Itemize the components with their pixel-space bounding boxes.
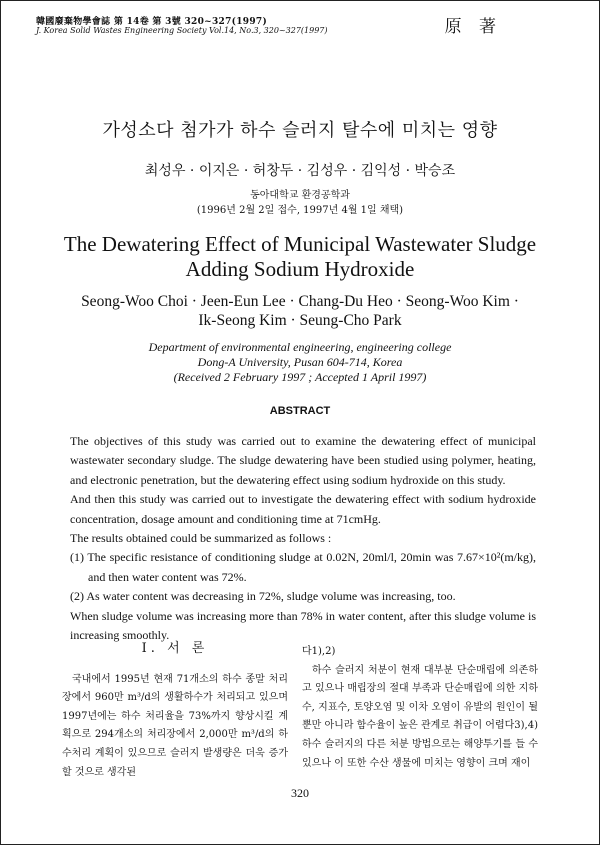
abstract-result-2: (2) As water content was decreasing in 72%, sludge volume was increasing, too.	[70, 589, 456, 604]
page-number: 320	[291, 786, 309, 800]
english-affiliation-line1: Department of environmental engineering, engineering college	[148, 340, 452, 354]
english-affiliation-line3: (Received 2 February 1997 ; Accepted 1 April 1997)	[173, 370, 427, 384]
abstract-paragraph: The objectives of this study was carried out to examine the dewatering effect of municipal wastewater secondary sludge. The sludge dewatering have been studied using polymer, heating, and electronic penetration, but the dewatering effect using sodium hydroxide on this study.	[70, 434, 536, 487]
korean-dates: (1996년 2월 2일 접수, 1997년 4월 1일 채택)	[196, 205, 404, 216]
korean-authors: 최성우 · 이지은 · 허창두 · 김성우 · 김익성 · 박승조	[144, 163, 456, 179]
body-continuation: 다1),2)	[302, 646, 336, 657]
body-paragraph: 국내에서 1995년 현재 71개소의 하수 종말 처리장에서 960만 m³/d의 생활하수가 처리되고 있으며 1997년에는 하수 처리율을 73%까지 향상시킬 계획으로 294개소의 처리장에서 2,000만 m³/d의 하수처리 계획이 있으므로 슬러지 발생량은 더욱 증가할 것으로 생각된	[62, 673, 288, 778]
english-title-line2: Adding Sodium Hydroxide	[185, 257, 415, 281]
english-title	[0, 232, 600, 282]
english-affiliation	[0, 340, 600, 385]
english-authors-line1: Seong-Woo Choi · Jeen-Eun Lee · Chang-Du Heo · Seong-Woo Kim ·	[81, 293, 519, 310]
body-left-column	[62, 640, 288, 782]
english-authors	[0, 292, 600, 330]
english-title-line1: The Dewatering Effect of Municipal Wastewater Sludge	[63, 232, 537, 256]
english-affiliation-line2: Dong-A University, Pusan 604-714, Korea	[197, 355, 403, 369]
section-heading: I. 서 론	[141, 641, 209, 656]
abstract-result-1: (1) The specific resistance of conditioning sludge at 0.02N, 20ml/l, 20min was 7.67×10²(m/kg), and then water content was 72%.	[70, 550, 536, 584]
abstract-paragraph: The results obtained could be summarized as follows :	[70, 531, 332, 546]
korean-title: 가성소다 첨가가 하수 슬러지 탈수에 미치는 영향	[102, 120, 498, 141]
body-right-column	[302, 643, 538, 773]
abstract-body	[70, 432, 536, 645]
korean-affiliation: 동아대학교 환경공학과	[250, 190, 350, 201]
journal-header-korean: 韓國廢棄物學會誌 第 14卷 第 3號 320~327(1997)	[36, 17, 268, 27]
abstract-heading: ABSTRACT	[269, 405, 331, 417]
journal-header-english: J. Korea Solid Wastes Engineering Society Vol.14, No.3, 320~327(1997)	[36, 26, 328, 35]
abstract-paragraph: When sludge volume was increasing more than 78% in water content, after this sludge volume is increasing smoothly.	[70, 608, 536, 643]
body-paragraph: 하수 슬러지 처분이 현재 대부분 단순매립에 의존하고 있으나 매립장의 절대 부족과 단순매립에 의한 지하수, 지표수, 토양오염 및 이차 오염이 유발의 원인이 될 뿐만 아니라 함수율이 높은 관계로 취급이 어렵다3),4) 하수 슬러지의 다른 처분 방법으로는 해양투기를 들 수 있으나 이 또한 수산 생물에 미치는 영향이 크며 재이	[302, 664, 538, 769]
original-article-mark: 原 著	[444, 17, 502, 37]
abstract-paragraph: And then this study was carried out to investigate the dewatering effect with sodium hydroxide concentration, dosage amount and conditioning time at 71cmHg.	[70, 492, 536, 526]
english-authors-line2: Ik-Seong Kim · Seung-Cho Park	[198, 312, 402, 329]
